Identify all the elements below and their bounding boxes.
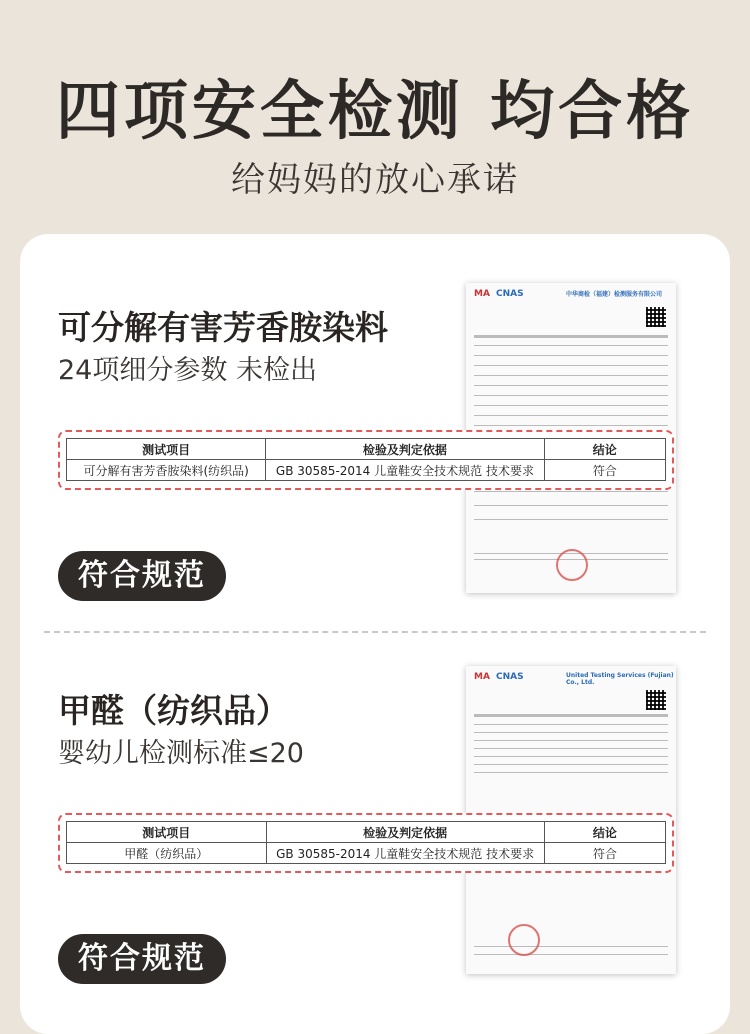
compliance-badge: 符合规范 (58, 934, 226, 984)
table-header-basis: 检验及判定依据 (266, 439, 544, 460)
section-description: 婴幼儿检测标准≤20 (58, 738, 304, 769)
table-cell-conclusion: 符合 (544, 843, 665, 864)
result-table-highlight (58, 813, 674, 873)
table-header-item: 测试项目 (67, 439, 266, 460)
official-seal-icon (508, 924, 540, 956)
qr-code-icon (646, 307, 666, 327)
cnas-logo-icon: CNAS (496, 672, 524, 682)
section-description: 24项细分参数 未检出 (58, 355, 317, 386)
uts-logo-icon: 中华商检（福建）检测服务有限公司 (566, 291, 663, 298)
section-title: 可分解有害芳香胺染料 (58, 308, 388, 347)
hero-title: 四项安全检测 均合格 (55, 75, 695, 149)
table-cell-item: 可分解有害芳香胺染料(纺织品) (67, 460, 266, 481)
table-header-conclusion: 结论 (544, 439, 665, 460)
table-cell-basis: GB 30585-2014 儿童鞋安全技术规范 技术要求 (266, 460, 544, 481)
section-title: 甲醛（纺织品） (58, 691, 289, 730)
table-header-conclusion: 结论 (544, 822, 665, 843)
table-cell-item: 甲醛（纺织品） (67, 843, 267, 864)
table-cell-basis: GB 30585-2014 儿童鞋安全技术规范 技术要求 (266, 843, 544, 864)
uts-logo-icon: United Testing Services (Fujian) Co., Ltd. (566, 672, 674, 686)
table-cell-conclusion: 符合 (544, 460, 665, 481)
table-header-basis: 检验及判定依据 (266, 822, 544, 843)
table-header-item: 测试项目 (67, 822, 267, 843)
cma-logo-icon: MA (474, 289, 490, 299)
result-table (66, 821, 666, 864)
cnas-logo-icon: CNAS (496, 289, 524, 299)
cma-logo-icon: MA (474, 672, 490, 682)
compliance-badge: 符合规范 (58, 551, 226, 601)
official-seal-icon (556, 549, 588, 581)
section-divider (44, 631, 706, 633)
result-table (66, 438, 666, 481)
qr-code-icon (646, 690, 666, 710)
hero-subtitle: 给妈妈的放心承诺 (231, 160, 519, 200)
result-table-highlight (58, 430, 674, 490)
